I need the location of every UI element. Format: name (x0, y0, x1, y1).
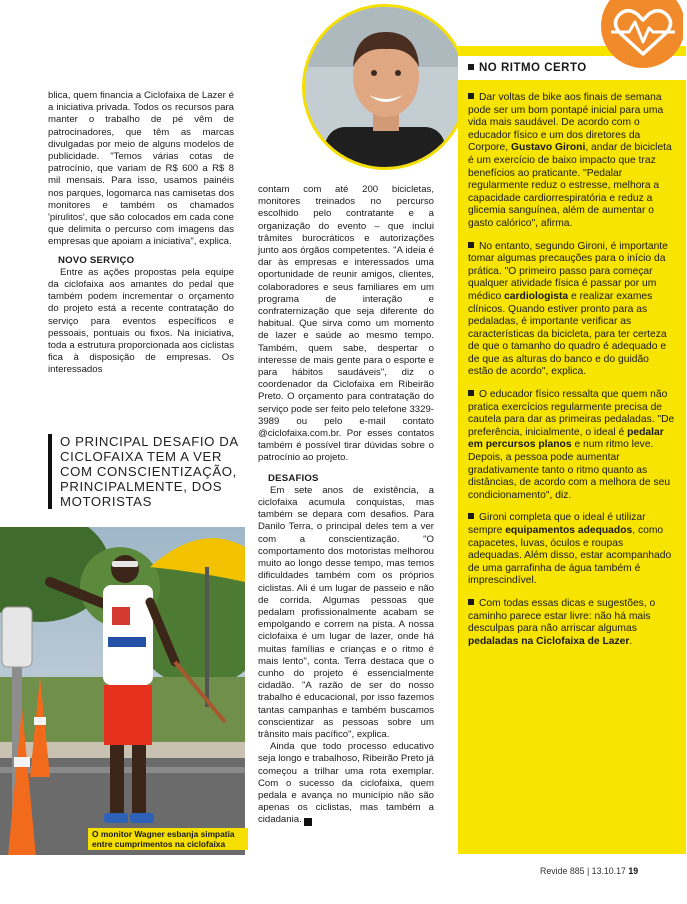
paragraph: Entre as ações propostas pela equipe da ciclofaixa aos amantes do pedal que também podem incrementar o orçamento do projeto está a recente contratação do serviço para eventos específicos e pessoais, pontuais ou fixos. Na iniciativa, toda a estrutura proporcionada aos ciclistas fica à disposição de empresas. Os interessados (48, 266, 234, 376)
heart-pulse-graphic (597, 0, 683, 72)
article-column-2 (258, 184, 434, 827)
square-bullet-icon (468, 599, 474, 605)
photo-monitor (0, 527, 245, 855)
square-bullet-icon (468, 513, 474, 519)
text: No entanto, segundo Gironi, é importante tomar algumas precauções para o início da prática. "O primeiro passo para começar qualquer atividade física é passar por um médico (468, 240, 668, 302)
emphasis: cardiologista (504, 290, 569, 302)
sidebar-title-text: NO RITMO CERTO (479, 62, 587, 74)
issue-info: Revide 885 | 13.10.17 (540, 866, 626, 876)
sidebar-item (468, 598, 675, 648)
portrait-illustration (305, 7, 465, 167)
text: Dar voltas de bike aos finais de semana pode ser um bom pontapé inicial para uma vida mais saudável. De acordo com o educador físico e um dos diretores da Corpore, (468, 92, 664, 154)
text: e num ritmo leve. Depois, a pessoa pode aumentar gradativamente tanto o ritmo quanto as distâncias, de acordo com a melhora de seu condicionamento", diz. (468, 439, 671, 501)
emphasis: pedaladas na Ciclofaixa de Lazer (468, 635, 630, 647)
text: , como capacetes, luvas, óculos e roupas adequadas. Além disso, estar acompanhado de uma garrafinha de água também é imprescindível. (468, 525, 672, 587)
square-bullet-icon (468, 390, 474, 396)
square-bullet-icon (468, 242, 474, 248)
square-bullet-icon (468, 64, 474, 70)
portrait-photo (302, 4, 468, 170)
paragraph (258, 741, 434, 826)
text: Com todas essas dicas e sugestões, o caminho parece estar livre: não há mais desculpas para não arriscar algumas (468, 597, 656, 635)
page-footer (540, 866, 638, 876)
sidebar-body (468, 92, 675, 658)
photo-caption: O monitor Wagner esbanja simpatia entre cumprimentos na ciclofaixa (88, 828, 248, 850)
pull-quote: O PRINCIPAL DESAFIO DA CICLOFAIXA TEM A VER COM CONSCIENTIZAÇÃO, PRINCIPALMENTE, DOS MOTORISTAS (48, 434, 248, 509)
sidebar-item (468, 389, 675, 502)
emphasis: Gustavo Gironi (510, 142, 586, 154)
paragraph: Em sete anos de existência, a ciclofaixa acumula conquistas, mas também se depara com desafios. Para Danilo Terra, o principal deles tem a ver com a conscientização. "O comportamento dos motoristas melhorou muito ao longo desse tempo, mas temos dificuldades também com os próprios ciclistas. Ali é um lugar de passeio e não de corrida. Algumas pessoas que pedalam profissionalmente acabam se empolgando e correm na pista. A nossa ciclofaixa é um lugar de lazer, onde há muitas famílias e crianças e o ritmo é mais lento", conta. Terra destaca que o cunho do projeto é essencialmente cidadão. "A razão de ser do nosso trabalho é educacional, por isso fazemos tantas campanhas e também buscamos conscientizar as pessoas sobre um trânsito mais pacífico", explica. (258, 484, 434, 740)
paragraph: blica, quem financia a Ciclofaixa de Lazer é a iniciativa privada. Todos os recursos para manter o trabalho de pé vêm de patrocinadores, que têm as marcas divulgadas por meio de alguns modelos de publicidade. "Temos várias cotas de patrocínio, que variam de R$ 600 a R$ 8 mil mensais. Para isso, usamos painéis nos parques, logomarca nas camisetas dos monitores e também os chamados 'pirulitos', que são colocados em cada cone que delimita o percurso com imagens das empresas que apoiam a iniciativa", explica. (48, 90, 234, 248)
text: O educador físico ressalta que quem não pratica exercícios regularmente precisa de cautela para dar as primeiras pedaladas. "De preferência, inicialmente, o ideal é (468, 389, 675, 438)
text: Gironi completa que o ideal é utilizar sempre (468, 512, 646, 536)
paragraph-text: Ainda que todo processo educativo seja longo e trabalhoso, Ribeirão Preto já começou a trilhar uma rota exemplar. Com o sucesso da ciclofaixa, quem pedala e avança no município não são apenas os ciclistas, mas também a cidadania. (258, 741, 434, 826)
sidebar-item (468, 241, 675, 380)
sidebar-item (468, 512, 675, 588)
square-bullet-icon (468, 93, 474, 99)
text: , andar de bicicleta é um exercício de baixo impacto que traz benefícios ao praticante. "Pedalar regularmente reduz o estresse, melhora a capacidade cardiorrespiratória e reduz a glicemia sanguínea, além de aumentar o gasto calórico", afirma. (468, 142, 672, 229)
text: . (629, 635, 633, 647)
page-number: 19 (628, 866, 639, 876)
photo-illustration (0, 527, 245, 855)
subheading: NOVO SERVIÇO (58, 254, 135, 266)
heart-pulse-icon (597, 0, 683, 72)
subheading: DESAFIOS (268, 472, 319, 484)
sidebar-item (468, 92, 675, 231)
end-mark: R (304, 818, 312, 826)
sidebar-title (468, 62, 587, 74)
sidebar-box (458, 46, 686, 854)
article-column-1 (48, 90, 234, 377)
emphasis: pedalar em percursos planos (468, 426, 664, 451)
paragraph: contam com até 200 bicicletas, monitores treinados no percurso escolhido pelo contratante e a organização do evento – que inclui trâmites burocráticos e autorizações junto aos órgãos competentes. "A ideia é dar às empresas e interessados uma oportunidade de reunir amigos, clientes, colaboradores e seus familiares em um programa de interação e confraternização que seja diferente do habitual. Que sirva como um momento de lazer e saúde ao mesmo tempo. Também, quem sabe, despertar o interesse de mais gente para o esporte e para hábitos saudáveis", diz o coordenador da Ciclofaixa em Ribeirão Preto. O orçamento para contratação do serviço pode ser feito pelo telefone 3329-3989 ou pelo e-mail contato @ciclofaixa.com.br. Por esses contatos também é possível tirar dúvidas sobre o patrocínio ao projeto. (258, 184, 434, 464)
emphasis: equipamentos adequados (505, 525, 633, 536)
text: e realizar exames clínicos. Quando estiver pronto para as pedaladas, é importante verificar as características da bicicleta, para ter certeza de que o tamanho do quadro é adequado e de que as alturas do banco e do guidão estão de acordo", explica. (468, 290, 667, 378)
